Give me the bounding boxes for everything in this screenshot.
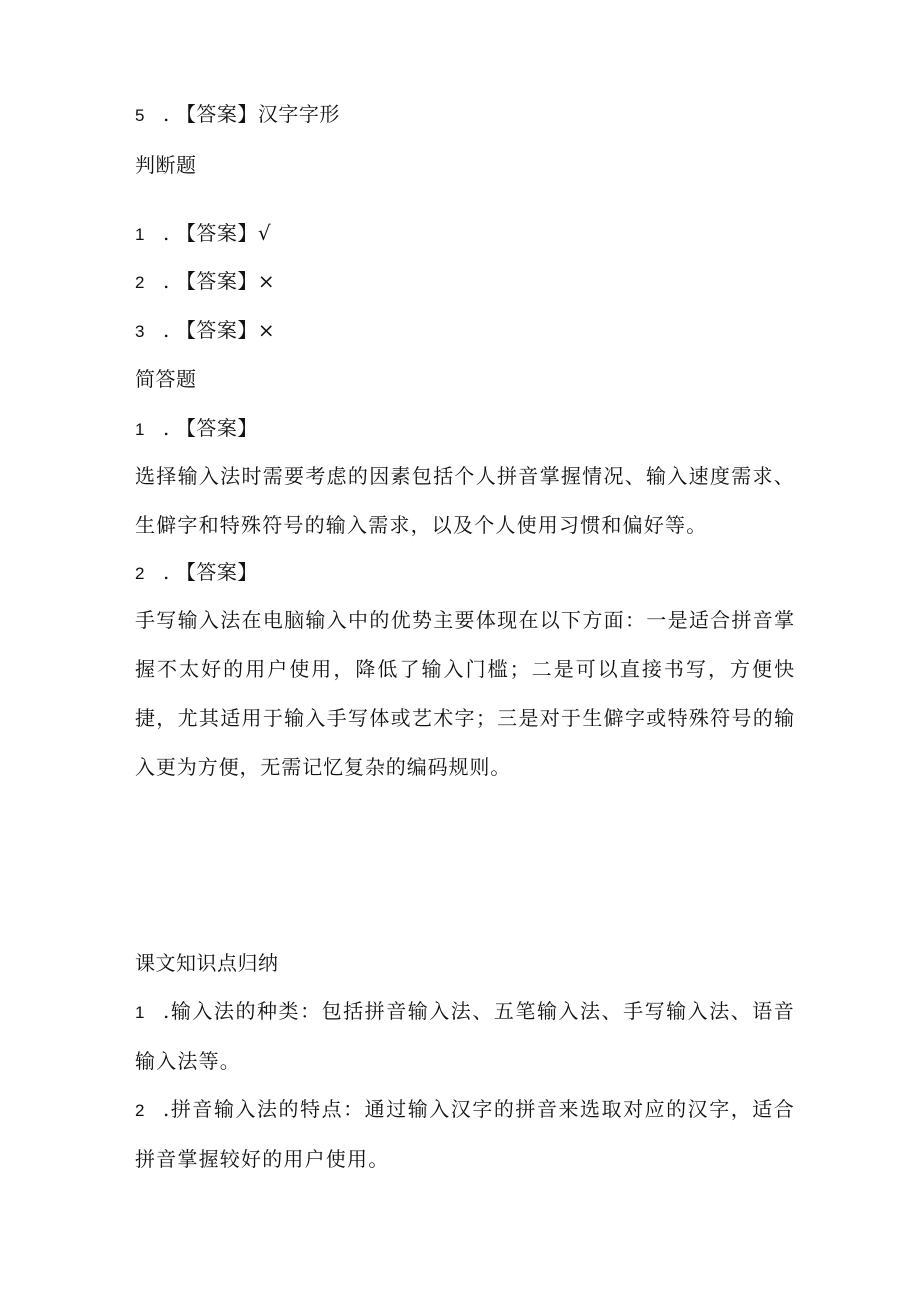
section-heading-true-false: 判断题 <box>135 153 197 177</box>
answer-item-5 <box>135 102 340 128</box>
summary-text: .输入法的种类：包括拼音输入法、五笔输入法、手写输入法、语音输入法等。 <box>135 999 795 1073</box>
item-number: 1 <box>135 1003 146 1022</box>
item-number: 1 <box>135 225 145 244</box>
section-heading-summary: 课文知识点归纳 <box>135 951 279 975</box>
answer-label: 【答案】 <box>175 221 258 245</box>
sa-answer-item-2 <box>135 560 258 586</box>
item-number: 2 <box>135 1101 146 1120</box>
answer-text: × <box>257 269 276 293</box>
tf-answer-item-3 <box>135 318 275 344</box>
answer-label: 【答案】 <box>175 269 258 293</box>
item-dot: . <box>163 221 170 245</box>
item-number: 2 <box>135 564 145 583</box>
sa-answer-item-1 <box>135 416 258 442</box>
tf-answer-item-1 <box>135 221 271 247</box>
answer-text: × <box>257 318 276 342</box>
section-heading-short-answer: 简答题 <box>135 367 197 391</box>
item-number: 2 <box>135 273 145 292</box>
item-dot: . <box>163 102 170 126</box>
item-number: 3 <box>135 322 145 341</box>
tf-answer-item-2 <box>135 269 275 295</box>
summary-item-1 <box>135 987 795 1086</box>
answer-label: 【答案】 <box>175 416 258 440</box>
answer-text: √ <box>257 221 272 245</box>
item-number: 5 <box>135 106 145 125</box>
summary-text: .拼音输入法的特点：通过输入汉字的拼音来选取对应的汉字，适合拼音掌握较好的用户使用。 <box>135 1097 795 1171</box>
item-dot: . <box>163 416 170 440</box>
answer-label: 【答案】 <box>175 318 258 342</box>
summary-item-2 <box>135 1085 795 1184</box>
sa-answer-body-1: 选择输入法时需要考虑的因素包括个人拼音掌握情况、输入速度需求、生僻字和特殊符号的输入需求，以及个人使用习惯和偏好等。 <box>135 464 795 537</box>
item-dot: . <box>163 269 170 293</box>
sa-answer-body-2: 手写输入法在电脑输入中的优势主要体现在以下方面：一是适合拼音掌握不太好的用户使用，降低了输入门槛；二是可以直接书写，方便快捷，尤其适用于输入手写体或艺术字；三是对于生僻字或特殊符号的输入更为方便，无需记忆复杂的编码规则。 <box>135 608 795 779</box>
answer-text: 汉字字形 <box>257 102 340 126</box>
answer-label: 【答案】 <box>175 102 258 126</box>
item-dot: . <box>163 560 170 584</box>
answer-label: 【答案】 <box>175 560 258 584</box>
item-dot: . <box>163 318 170 342</box>
item-number: 1 <box>135 420 145 439</box>
